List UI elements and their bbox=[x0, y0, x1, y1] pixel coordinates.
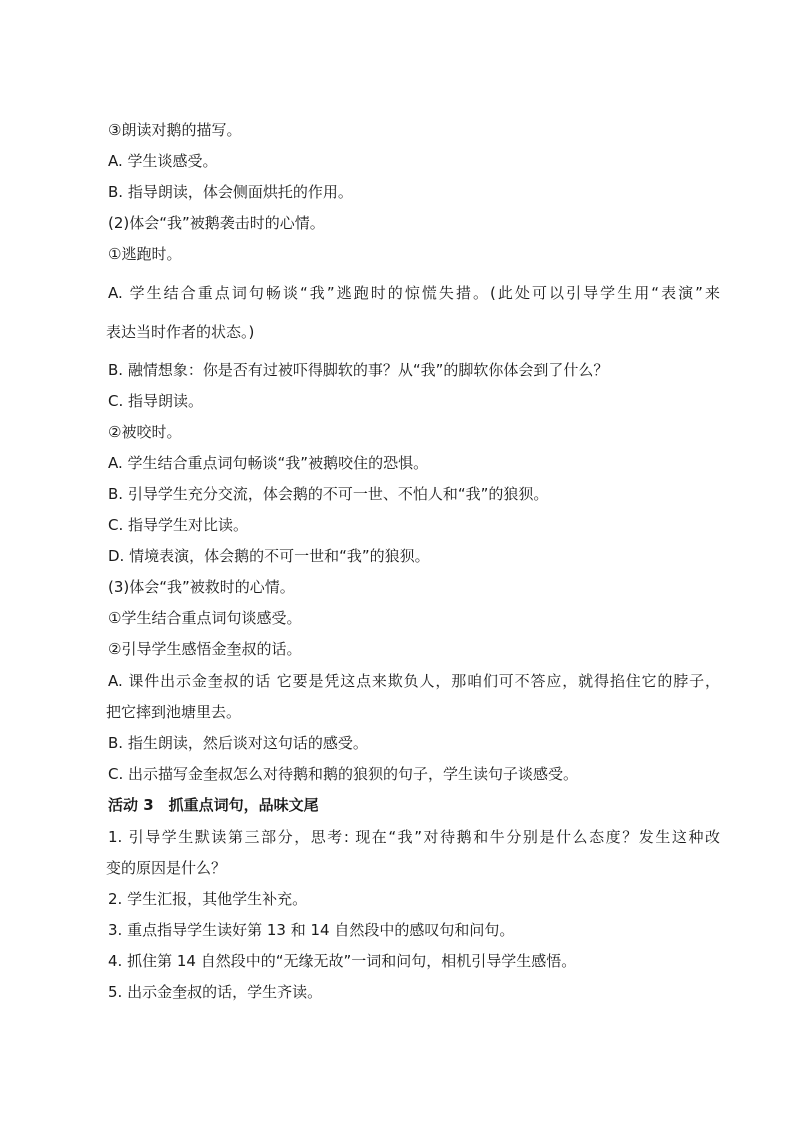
text-line: D. 情境表演，体会鹅的不可一世和“我”的狼狈。 bbox=[108, 547, 430, 565]
text-line: C. 指导学生对比读。 bbox=[108, 516, 249, 534]
text-line: B. 指生朗读，然后谈对这句话的感受。 bbox=[108, 734, 368, 752]
text-line: ②引导学生感悟金奎叔的话。 bbox=[108, 640, 302, 658]
text-line: ②被咬时。 bbox=[108, 423, 182, 441]
text-line: A. 学生结合重点词句畅谈“我”被鹅咬住的恐惧。 bbox=[108, 454, 429, 472]
text-line: 5. 出示金奎叔的话，学生齐读。 bbox=[108, 983, 323, 1001]
text-line: B. 引导学生充分交流，体会鹅的不可一世、不怕人和“我”的狼狈。 bbox=[108, 485, 549, 503]
text-line: ③朗读对鹅的描写。 bbox=[108, 121, 242, 139]
section-heading: 活动 3 抓重点词句，品味文尾 bbox=[108, 796, 319, 814]
text-line: B. 融情想象：你是否有过被吓得脚软的事？从“我”的脚软你体会到了什么？ bbox=[108, 361, 609, 379]
text-line: A. 学生结合重点词句畅谈“我”逃跑时的惊慌失措。(此处可以引导学生用“表演”来 bbox=[108, 284, 720, 302]
text-line: C. 出示描写金奎叔怎么对待鹅和鹅的狼狈的句子，学生读句子谈感受。 bbox=[108, 765, 579, 783]
text-line: (2)体会“我”被鹅袭击时的心情。 bbox=[108, 214, 325, 232]
text-line: A. 学生谈感受。 bbox=[108, 152, 218, 170]
text-line: ①学生结合重点词句谈感受。 bbox=[108, 609, 302, 627]
text-line: ①逃跑时。 bbox=[108, 245, 182, 263]
text-line: 把它摔到池塘里去。 bbox=[106, 703, 242, 721]
text-line: 3. 重点指导学生读好第 13 和 14 自然段中的感叹句和问句。 bbox=[108, 921, 515, 939]
text-line: 表达当时作者的状态。) bbox=[106, 323, 255, 341]
text-line: 4. 抓住第 14 自然段中的“无缘无故”一词和问句，相机引导学生感悟。 bbox=[108, 952, 577, 970]
text-line: A. 课件出示金奎叔的话 它要是凭这点来欺负人，那咱们可不答应，就得掐住它的脖子， bbox=[108, 672, 720, 690]
text-line: B. 指导朗读，体会侧面烘托的作用。 bbox=[108, 183, 353, 201]
text-line: C. 指导朗读。 bbox=[108, 392, 204, 410]
text-line: (3)体会“我”被救时的心情。 bbox=[108, 578, 295, 596]
text-line: 变的原因是什么？ bbox=[106, 859, 227, 877]
text-line: 1. 引导学生默读第三部分，思考: 现在“我”对待鹅和牛分别是什么态度？发生这种改 bbox=[108, 828, 720, 846]
text-line: 2. 学生汇报，其他学生补充。 bbox=[108, 890, 308, 908]
